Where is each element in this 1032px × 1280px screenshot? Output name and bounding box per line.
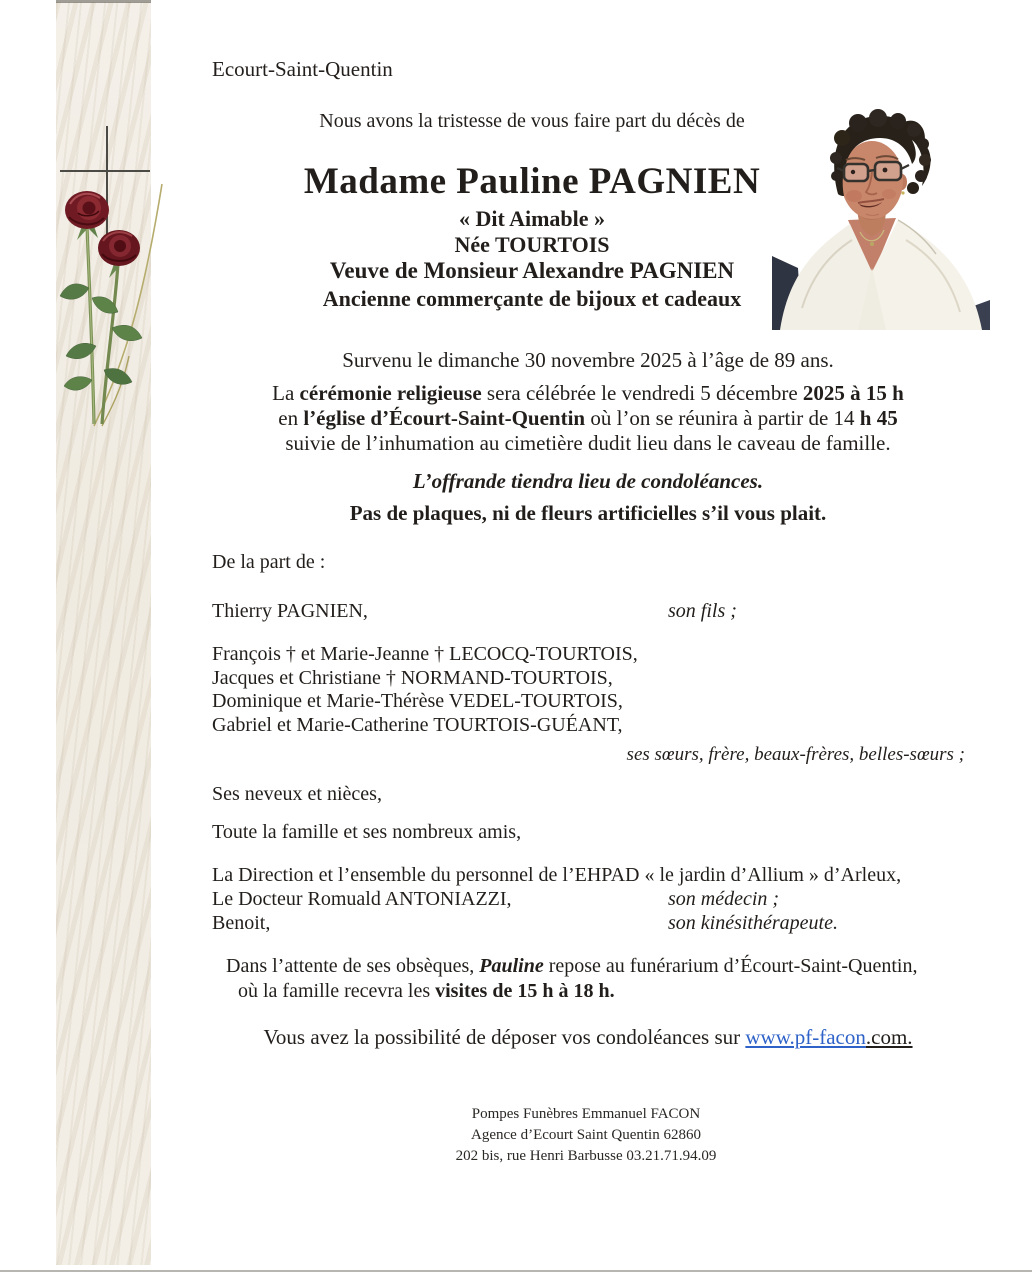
deceased-maiden-name: Née TOURTOIS — [454, 232, 610, 257]
condolences-website-link[interactable]: www.pf-facon — [745, 1025, 866, 1049]
city-heading: Ecourt-Saint-Quentin — [212, 57, 393, 81]
family-physio-relation: son kinésithérapeute. — [668, 912, 838, 934]
family-siblings-list — [212, 643, 638, 737]
condolences-line — [212, 1025, 964, 1050]
visitation-line-1 — [226, 955, 917, 978]
family-doctor-relation: son médecin ; — [668, 888, 780, 910]
deceased-profession: Ancienne commerçante de bijoux et cadeaux — [322, 286, 742, 311]
funeral-home-name: Pompes Funèbres Emmanuel FACON — [471, 1106, 701, 1122]
rose-leaves — [60, 284, 142, 390]
strip-top-edge — [56, 0, 151, 3]
text-run: La — [272, 381, 300, 405]
funeral-home-address: 202 bis, rue Henri Barbusse 03.21.71.94.09 — [455, 1148, 717, 1164]
text-run: où l’on se réunira à partir de 14 — [585, 406, 860, 430]
family-ehpad-line: La Direction et l’ensemble du personnel de l’EHPAD « le jardin d’Allium » d’Arleux, — [212, 864, 902, 886]
cross-and-roses-image — [56, 118, 176, 448]
text-run-bold: visites de 15 h à 18 h. — [435, 980, 615, 1002]
list-item: Dominique et Marie-Thérèse VEDEL-TOURTOIS, — [212, 690, 623, 712]
deceased-name: Madame Pauline PAGNIEN — [303, 161, 761, 202]
text-run: en — [278, 406, 304, 430]
condolences-website-suffix: .com. — [865, 1025, 913, 1049]
family-friends-line: Toute la famille et ses nombreux amis, — [212, 821, 522, 843]
no-plaques-line: Pas de plaques, ni de fleurs artificielles s’il vous plait. — [349, 501, 827, 525]
text-run: où la famille recevra les — [238, 980, 436, 1002]
text-run: sera célébrée le vendredi 5 décembre — [481, 381, 803, 405]
list-item: François † et Marie-Jeanne † LECOCQ-TOURTOIS, — [212, 643, 638, 665]
text-run-bold: l’église d’Écourt-Saint-Quentin — [303, 406, 586, 430]
text-run-bold-italic: Pauline — [479, 955, 544, 977]
cross-icon — [60, 126, 150, 246]
family-physio-name: Benoit, — [212, 912, 271, 934]
ceremony-line-3: suivie de l’inhumation au cimetière dudit lieu dans le caveau de famille. — [285, 431, 891, 455]
family-siblings-relation: ses sœurs, frère, beaux-frères, belles-sœurs ; — [626, 744, 965, 765]
ceremony-line-2 — [212, 406, 964, 431]
intro-line: Nous avons la tristesse de vous faire part du décès de — [319, 110, 745, 132]
ceremony-line-1 — [212, 381, 964, 406]
funeral-home-agency: Agence d’Ecourt Saint Quentin 62860 — [471, 1127, 701, 1143]
family-doctor-name: Le Docteur Romuald ANTONIAZZI, — [212, 888, 512, 910]
funeral-home-footer — [212, 1104, 960, 1167]
list-item: Gabriel et Marie-Catherine TOURTOIS-GUÉANT, — [212, 713, 623, 736]
text-run-bold: cérémonie religieuse — [299, 381, 482, 405]
visitation-line-2 — [238, 980, 615, 1003]
deceased-widow-line: Veuve de Monsieur Alexandre PAGNIEN — [329, 258, 735, 283]
family-nephews-line: Ses neveux et nièces, — [212, 783, 382, 805]
family-son-relation: son fils ; — [668, 600, 737, 622]
text-run: Vous avez la possibilité de déposer vos condoléances sur — [263, 1025, 746, 1049]
text-run: repose au funérarium d’Écourt-Saint-Quentin, — [543, 955, 918, 977]
list-item: Jacques et Christiane † NORMAND-TOURTOIS, — [212, 666, 613, 689]
page-bottom-rule — [0, 1270, 1032, 1272]
text-run-bold: h 45 — [859, 406, 898, 430]
death-line: Survenu le dimanche 30 novembre 2025 à l’âge de 89 ans. — [342, 348, 834, 372]
offering-line: L’offrande tiendra lieu de condoléances. — [412, 469, 764, 493]
family-heading: De la part de : — [212, 551, 326, 573]
text-run: Dans l’attente de ses obsèques, — [226, 955, 480, 977]
text-run-bold: 2025 à 15 h — [802, 381, 904, 405]
deceased-nickname: « Dit Aimable » — [458, 206, 606, 231]
family-son-name: Thierry PAGNIEN, — [212, 600, 368, 622]
